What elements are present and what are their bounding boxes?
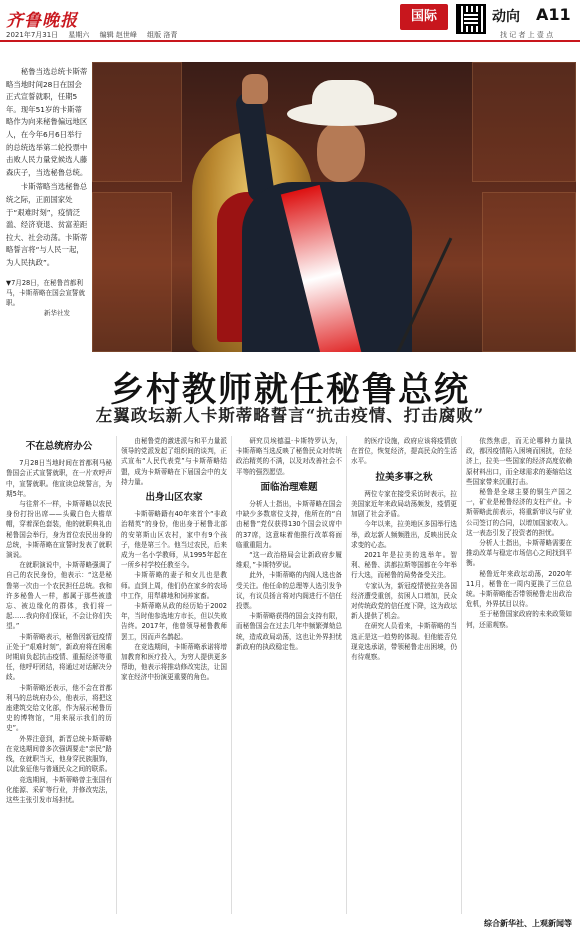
paragraph: 分析人士指出，卡斯蒂略在国会中缺少多数席位支持，他所在的“自由秘鲁”党仅获得130个国会议席中的37席，这意味着他推行改革将面临重重阻力。 — [236, 500, 342, 549]
subheadline: 左翼政坛新人卡斯蒂略誓言“抗击疫情、打击腐败” — [95, 406, 485, 425]
paragraph: 此外，卡斯蒂略的内阁人选也备受关注。他任命的总理等人选引发争议，有议员扬言将对内阁进行不信任投票。 — [236, 571, 342, 611]
article-column — [121, 436, 227, 914]
photo-small-caption: ▼7月28日，在秘鲁首都利马，卡斯蒂略在国会宣誓就职。 — [6, 279, 86, 307]
paragraph: 由秘鲁党的激进派与和平力量派领导的党派发起了组织间的谈判，正式宣布“人民代表党”与卡斯蒂略结盟，成为卡斯蒂略在下届国会中的支持力量。 — [121, 437, 227, 486]
article-body — [6, 436, 574, 914]
paragraph: 今年以来，拉美地区多国举行选举，政坛新人频频胜出，反映出民众求变的心态。 — [351, 520, 457, 549]
issue-date: 2021年7月31日 — [6, 31, 59, 39]
source-credit: 综合新华社、上观新闻等 — [484, 919, 572, 928]
paragraph: 与往常不一样，卡斯蒂略以农民身份打扮出席——头戴白色大檐草帽，穿着深色套装，他的就职典礼由秘鲁国会举行，身为首位农民出身的总统，卡斯蒂略在宣誓时发表了就职演说。 — [6, 500, 112, 560]
paragraph: 卡斯蒂略表示，秘鲁因新冠疫情正处于“艰难时刻”，新政府将在困难时期肩负起抗击疫情、重振经济等重任，他呼吁团结，将通过对话解决分歧。 — [6, 632, 112, 682]
paragraph: 卡斯蒂略从政的经历始于2002年，当时他参选地方市长，但以失败告终。2017年，他曾领导秘鲁教师罢工，因而声名鹊起。 — [121, 602, 227, 641]
article-column — [236, 436, 342, 914]
paragraph: 在就职演说中，卡斯蒂略强调了自己的农民身份，他表示：“这是秘鲁第一次由一个农民担任总统。我和许多秘鲁人一样，都属于那些被遗忘、被边缘化的群体，我们将一起……我向你们保证，不会让你们失望。” — [6, 561, 112, 631]
article-column — [351, 436, 457, 914]
paragraph: 专家认为，新冠疫情使拉美各国经济遭受重创，贫困人口增加，民众对传统政党的信任度下降，这为政坛新人提供了机会。 — [351, 581, 457, 621]
paragraph: 分析人士指出，卡斯蒂略需要在推动改革与稳定市场信心之间找到平衡。 — [466, 539, 572, 568]
paragraph: 外界注意到，新晋总统卡斯蒂略在竞选期间曾多次强调要走“亲民”路线，在就职当天，他身穿民族服饰，以此象征他与普通民众之间的联系。 — [6, 734, 112, 774]
column-divider — [346, 436, 347, 914]
page-header — [0, 0, 580, 42]
page-name: 动向 — [492, 9, 520, 25]
paragraph: 卡斯蒂略获得的国会支持有限，而秘鲁国会在过去几年中频繁弹劾总统，造成政局动荡，这也让外界担忧新政府的执政稳定性。 — [236, 612, 342, 651]
paragraph: 2021年是拉美的选举年。智利、秘鲁、洪都拉斯等国都在今年举行大选，而秘鲁的局势备受关注。 — [351, 551, 457, 580]
column-divider — [116, 436, 117, 914]
paragraph: 在研究人员看来，卡斯蒂略的当选正是这一趋势的体现。但他能否兑现竞选承诺，带领秘鲁走出困境，仍有待观察。 — [351, 622, 457, 662]
page-number: A11 — [536, 5, 571, 24]
paragraph: 依然焦虑，而无论哪种力量执政，都因疫情陷入困境而困扰，在经济上，拉美一些国家的经济高度依赖原材料出口，而全球需求的萎缩给这些国家带来沉重打击。 — [466, 437, 572, 486]
page-subtitle: 找 记 者 上 壹 点 — [500, 31, 554, 39]
paragraph: 研究员埃德温·卡斯特罗认为，卡斯蒂略当选反映了秘鲁民众对传统政治精英的不满，以及对改善社会不平等的强烈愿望。 — [236, 437, 342, 476]
article-column — [6, 436, 112, 914]
paragraph: 的医疗设施，政府应该将疫情放在首位，恢复经济，提高民众的生活水平。 — [351, 437, 457, 466]
designer-credit: 组版 洛青 — [147, 31, 178, 39]
caption-paragraph: 卡斯蒂略当选秘鲁总统之际，正面国家处于“艰难时刻”，疫情泛滥、经济衰退、贫富差距拉大、社会动荡。卡斯蒂略誓言将“与人民一起，为人民执政”。 — [6, 182, 88, 267]
issue-meta — [6, 30, 185, 40]
section-heading: 拉美多事之秋 — [375, 471, 433, 483]
column-divider — [461, 436, 462, 914]
paragraph: 秘鲁近年来政坛动荡，2020年11月，秘鲁在一周内更换了三位总统。卡斯蒂略能否带领秘鲁走出政治危机，外界拭目以待。 — [466, 569, 572, 609]
header-rule — [0, 40, 580, 42]
issue-weekday: 星期六 — [68, 31, 90, 39]
caption-paragraph: 秘鲁当选总统卡斯蒂略当地时间28日在国会正式宣誓就职，任期5年。现年51岁的卡斯蒂略作为向来秘鲁偏远地区人，在今年6月6日举行的总统选举第二轮投票中击败人民力量党候选人藤森庆子，当选秘鲁总统。 — [6, 67, 88, 177]
newspaper-logo: 齐鲁晚报 — [6, 11, 78, 31]
photo-caption — [6, 66, 88, 272]
paragraph: 7月28日当地时间在首都利马秘鲁国会正式宣誓就职，在一片欢呼声中，宣誓就职。他宣读总统誓言，为期5年。 — [6, 459, 112, 498]
paragraph: 秘鲁是全球主要的铜生产国之一，矿业是秘鲁经济的支柱产业。卡斯蒂略此前表示，将重新审议与矿业公司签订的合同，以增加国家收入。这一表态引发了投资者的担忧。 — [466, 488, 572, 537]
section-heading: 不在总统府办公 — [25, 441, 93, 452]
column-divider — [231, 436, 232, 914]
article-column — [466, 436, 572, 914]
paragraph: 卡斯蒂略籍有40年来首个“非政治精英”的身份，他出身于秘鲁北部的安第斯山区农村，家中有9个孩子，他是第三个。他当过农民，后来成为一名小学教师，从1995年起在一所乡村学校任教至今。 — [121, 510, 227, 570]
section-tag: 国际 — [400, 4, 448, 30]
paragraph: 竞选期间，卡斯蒂略曾主张国有化能源、采矿等行业，并修改宪法，这些主张引发市场担忧。 — [6, 775, 112, 804]
paragraph: 卡斯蒂略的妻子和女儿也是教师。直到上周，他们仍在家乡的农场中工作，用犁耕地和饲养家畜。 — [121, 571, 227, 600]
paragraph: 两位专家在接受采访时表示，拉美国家近年来政局动荡频发，疫情更加剧了社会矛盾。 — [351, 489, 457, 519]
section-heading: 面临治理难题 — [260, 481, 318, 493]
qr-code-icon — [456, 4, 486, 34]
paragraph: 至于秘鲁国家政府的未来政策如何，还需观察。 — [466, 610, 572, 629]
paragraph: 在竞选期间，卡斯蒂略承诺将增加教育和医疗投入，为穷人提供更多帮助，他表示将推动修改宪法，让国家在经济中扮演更重要的角色。 — [121, 642, 227, 682]
headline: 乡村教师就任秘鲁总统 — [110, 370, 470, 410]
news-photo — [92, 62, 576, 352]
photo-credit: 新华社发 — [44, 309, 70, 317]
paragraph: 卡斯蒂略还表示，他不会在首都利马的总统府办公，他表示，将把这座建筑交给文化部，作为展示秘鲁历史的博物馆，“用来展示我们的历史”。 — [6, 683, 112, 733]
editor-credit: 编辑 赵世峰 — [99, 31, 137, 39]
paragraph: “这一政治格局会让新政府步履维艰，”卡斯特罗说。 — [236, 551, 342, 570]
section-heading: 出身山区农家 — [145, 492, 203, 504]
